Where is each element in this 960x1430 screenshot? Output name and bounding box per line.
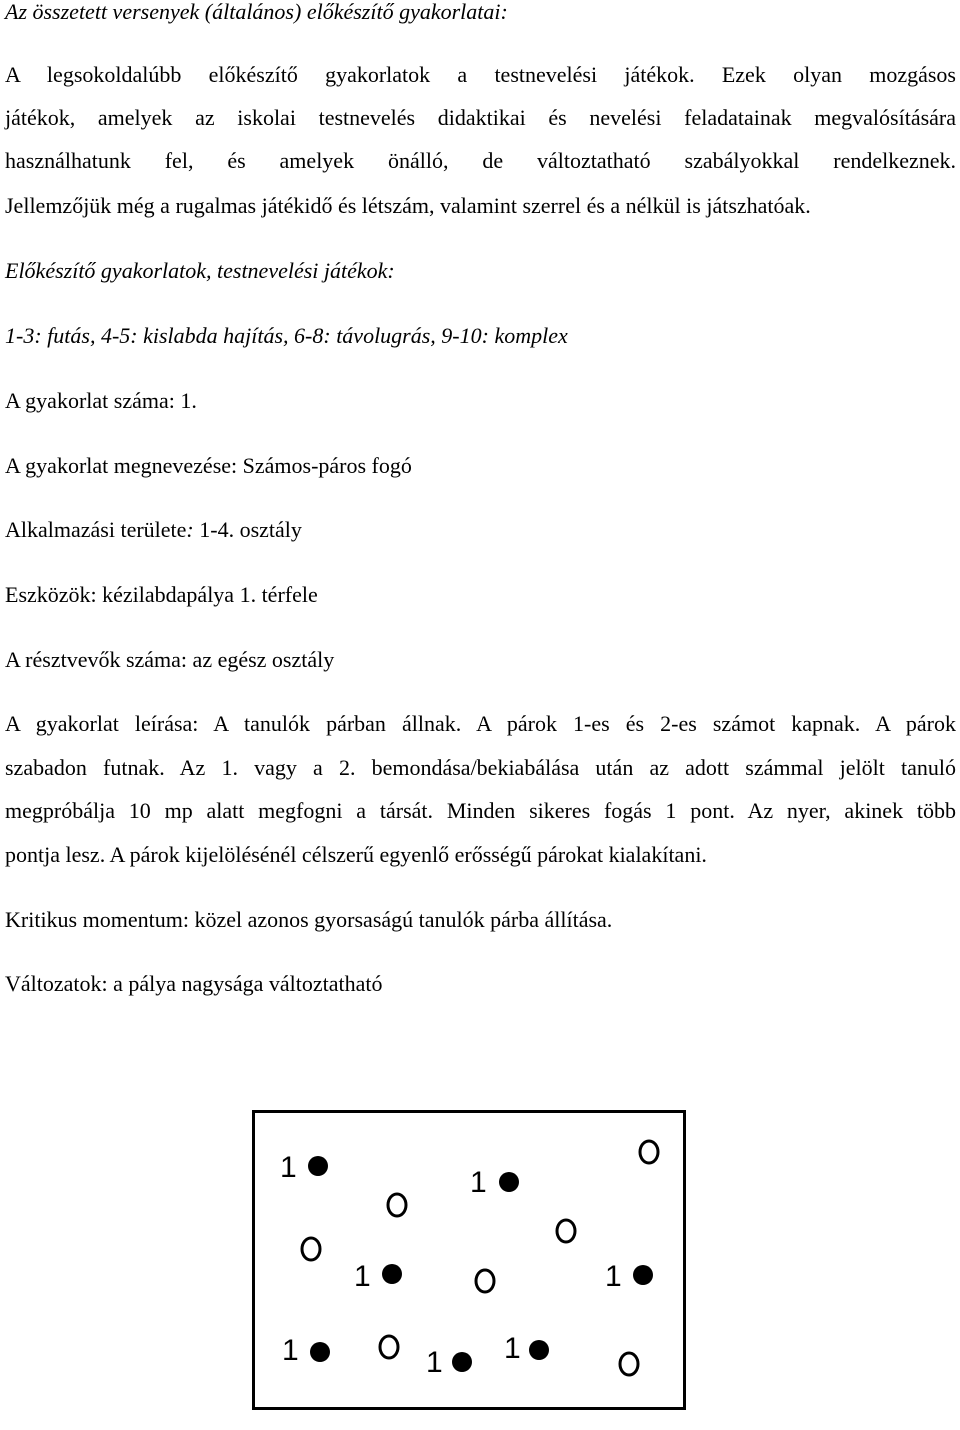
subheading: Előkészítő gyakorlatok, testnevelési játékok: bbox=[5, 258, 395, 283]
exercise-participants: A résztvevők száma: az egész osztály bbox=[5, 647, 335, 672]
player-dot bbox=[310, 1342, 330, 1362]
player-dot bbox=[633, 1265, 653, 1285]
description-line-3: megpróbálja 10 mp alatt megfogni a társát. Minden sikeres fogás 1 pont. Az nyer, akinek több bbox=[5, 798, 956, 823]
categories-line: 1-3: futás, 4-5: kislabda hajítás, 6-8: távolugrás, 9-10: komplex bbox=[5, 323, 568, 348]
player-dot bbox=[529, 1340, 549, 1360]
area-label: Alkalmazási területe bbox=[5, 517, 187, 542]
player-dot bbox=[382, 1264, 402, 1284]
intro-line-2: játékok, amelyek az iskolai testnevelés didaktikai és nevelési feladatainak megvalósítására bbox=[5, 105, 956, 130]
intro-line-4: Jellemzőjük még a rugalmas játékidő és létszám, valamint szerrel és a nélkül is játszhatóak. bbox=[5, 193, 811, 218]
heading: Az összetett versenyek (általános) előkészítő gyakorlatai: bbox=[5, 0, 508, 24]
player-number-label: 1 bbox=[470, 1166, 487, 1199]
critical-momentum: Kritikus momentum: közel azonos gyorsaságú tanulók párba állítása. bbox=[5, 907, 613, 932]
intro-line-1: A legsokoldalúbb előkészítő gyakorlatok a testnevelési játékok. Ezek olyan mozgásos bbox=[5, 62, 956, 87]
player-number-label: 1 bbox=[504, 1332, 521, 1365]
exercise-number: A gyakorlat száma: 1. bbox=[5, 388, 197, 413]
exercise-equipment: Eszközök: kézilabdapálya 1. térfele bbox=[5, 582, 318, 607]
field-diagram bbox=[252, 1110, 686, 1410]
player-number-label: 1 bbox=[605, 1260, 622, 1293]
description-line-1: A gyakorlat leírása: A tanulók párban állnak. A párok 1-es és 2-es számot kapnak. A párok bbox=[5, 711, 956, 736]
player-number-label: 1 bbox=[354, 1260, 371, 1293]
description-line-4: pontja lesz. A párok kijelölésénél célszerű egyenlő erősségű párokat kialakítani. bbox=[5, 842, 707, 867]
player-dot bbox=[499, 1172, 519, 1192]
exercise-area bbox=[5, 516, 302, 544]
player-number-label: 1 bbox=[426, 1346, 443, 1379]
exercise-name: A gyakorlat megnevezése: Számos-páros fogó bbox=[5, 453, 412, 478]
player-number-label: 1 bbox=[280, 1151, 297, 1184]
variants: Változatok: a pálya nagysága változtatható bbox=[5, 971, 383, 996]
player-number-label: 1 bbox=[282, 1334, 299, 1367]
area-value: 1-4. osztály bbox=[193, 517, 302, 542]
player-dot bbox=[452, 1352, 472, 1372]
area-colon: : bbox=[186, 517, 194, 542]
description-line-2: szabadon futnak. Az 1. vagy a 2. bemondása/bekiabálása után az adott számmal jelölt tanuló bbox=[5, 755, 956, 780]
player-dot bbox=[308, 1156, 328, 1176]
intro-line-3: használhatunk fel, és amelyek önálló, de változtatható szabályokkal rendelkeznek. bbox=[5, 148, 956, 173]
